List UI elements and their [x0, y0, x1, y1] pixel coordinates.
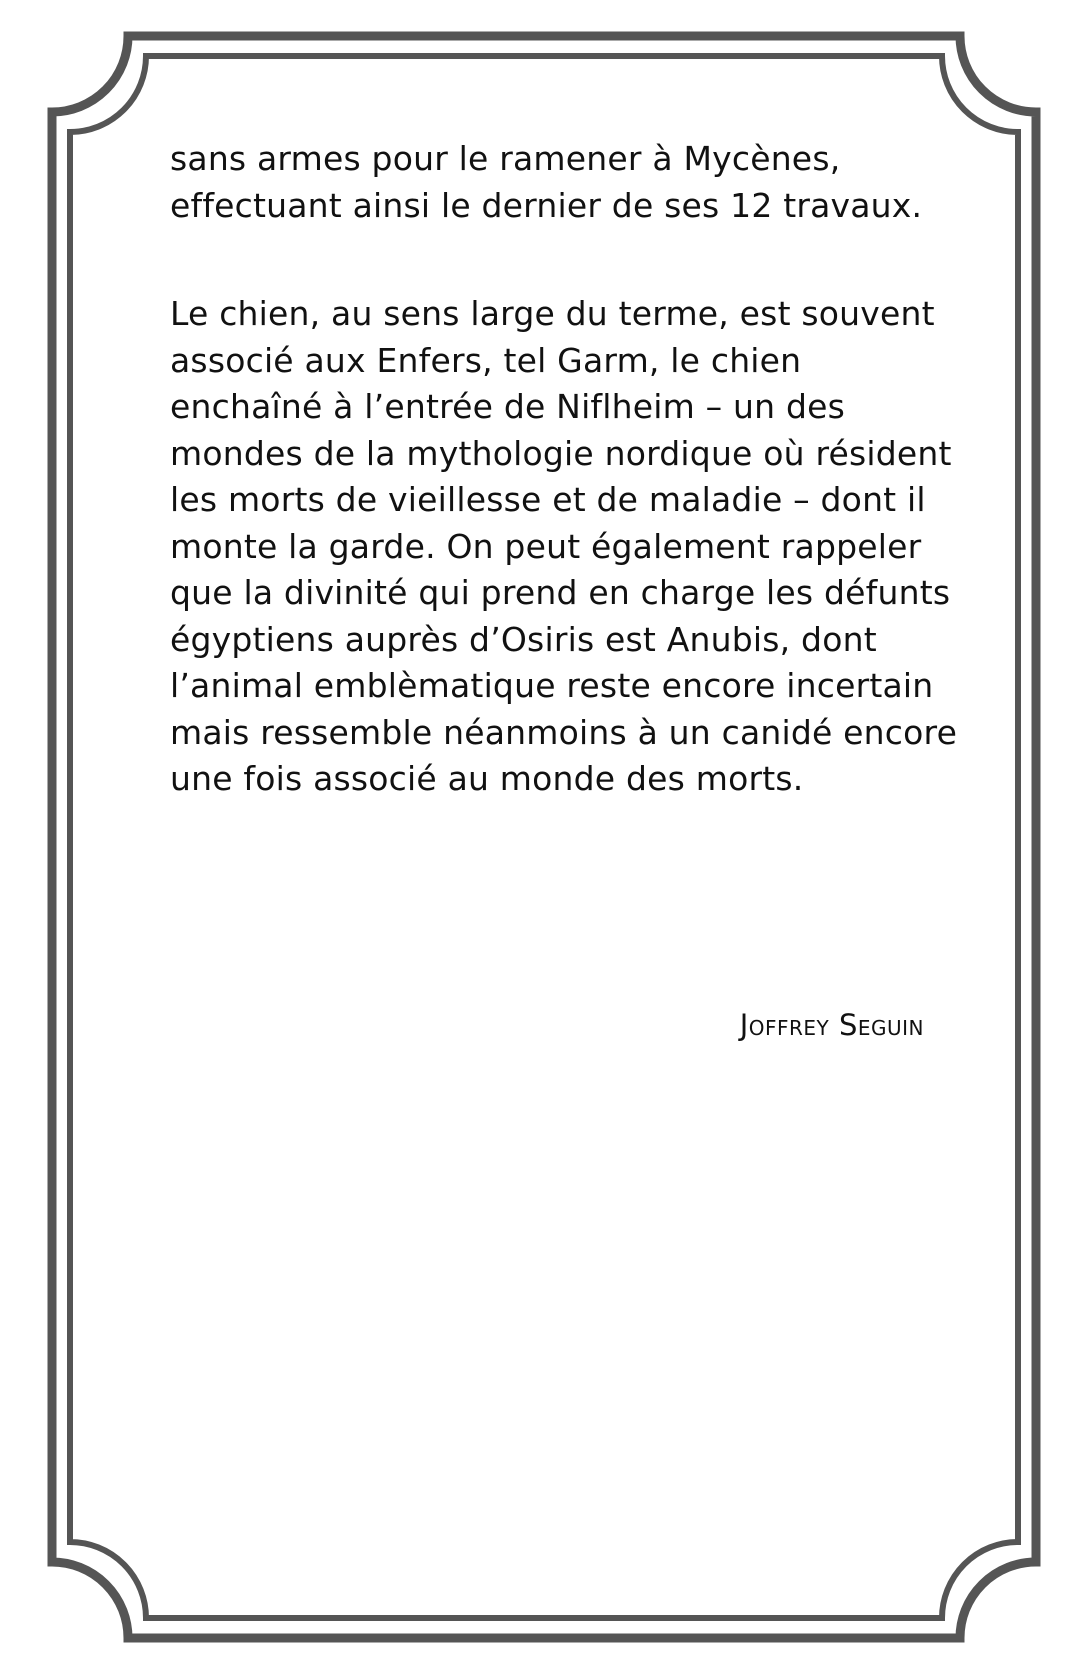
text-line: que la divinité qui prend en charge les défunts [170, 573, 951, 612]
body-text [170, 136, 958, 803]
text-line: sans armes pour le ramener à Mycènes, [170, 139, 841, 178]
text-line: une fois associé au monde des morts. [170, 759, 804, 798]
text-line: associé aux Enfers, tel Garm, le chien [170, 340, 802, 380]
paragraph-1 [170, 136, 950, 229]
text-line: effectuant ainsi le dernier de ses 12 travaux. [170, 185, 923, 225]
text-line: monte la garde. On peut également rappeler [170, 526, 922, 566]
text-line: l’animal emblèmatique reste encore incertain [170, 666, 934, 705]
text-line: Le chien, au sens large du terme, est souvent [170, 294, 935, 333]
text-line: mondes de la mythologie nordique où résident [170, 433, 952, 473]
author-signature: Joffrey Seguin [739, 1008, 924, 1042]
text-line: les morts de vieillesse et de maladie – dont il [170, 480, 926, 519]
text-line: enchaîné à l’entrée de Niflheim – un des [170, 387, 845, 426]
text-line: mais ressemble néanmoins à un canidé encore [170, 712, 958, 752]
text-line: égyptiens auprès d’Osiris est Anubis, dont [170, 619, 877, 659]
paragraph-2 [170, 291, 958, 803]
